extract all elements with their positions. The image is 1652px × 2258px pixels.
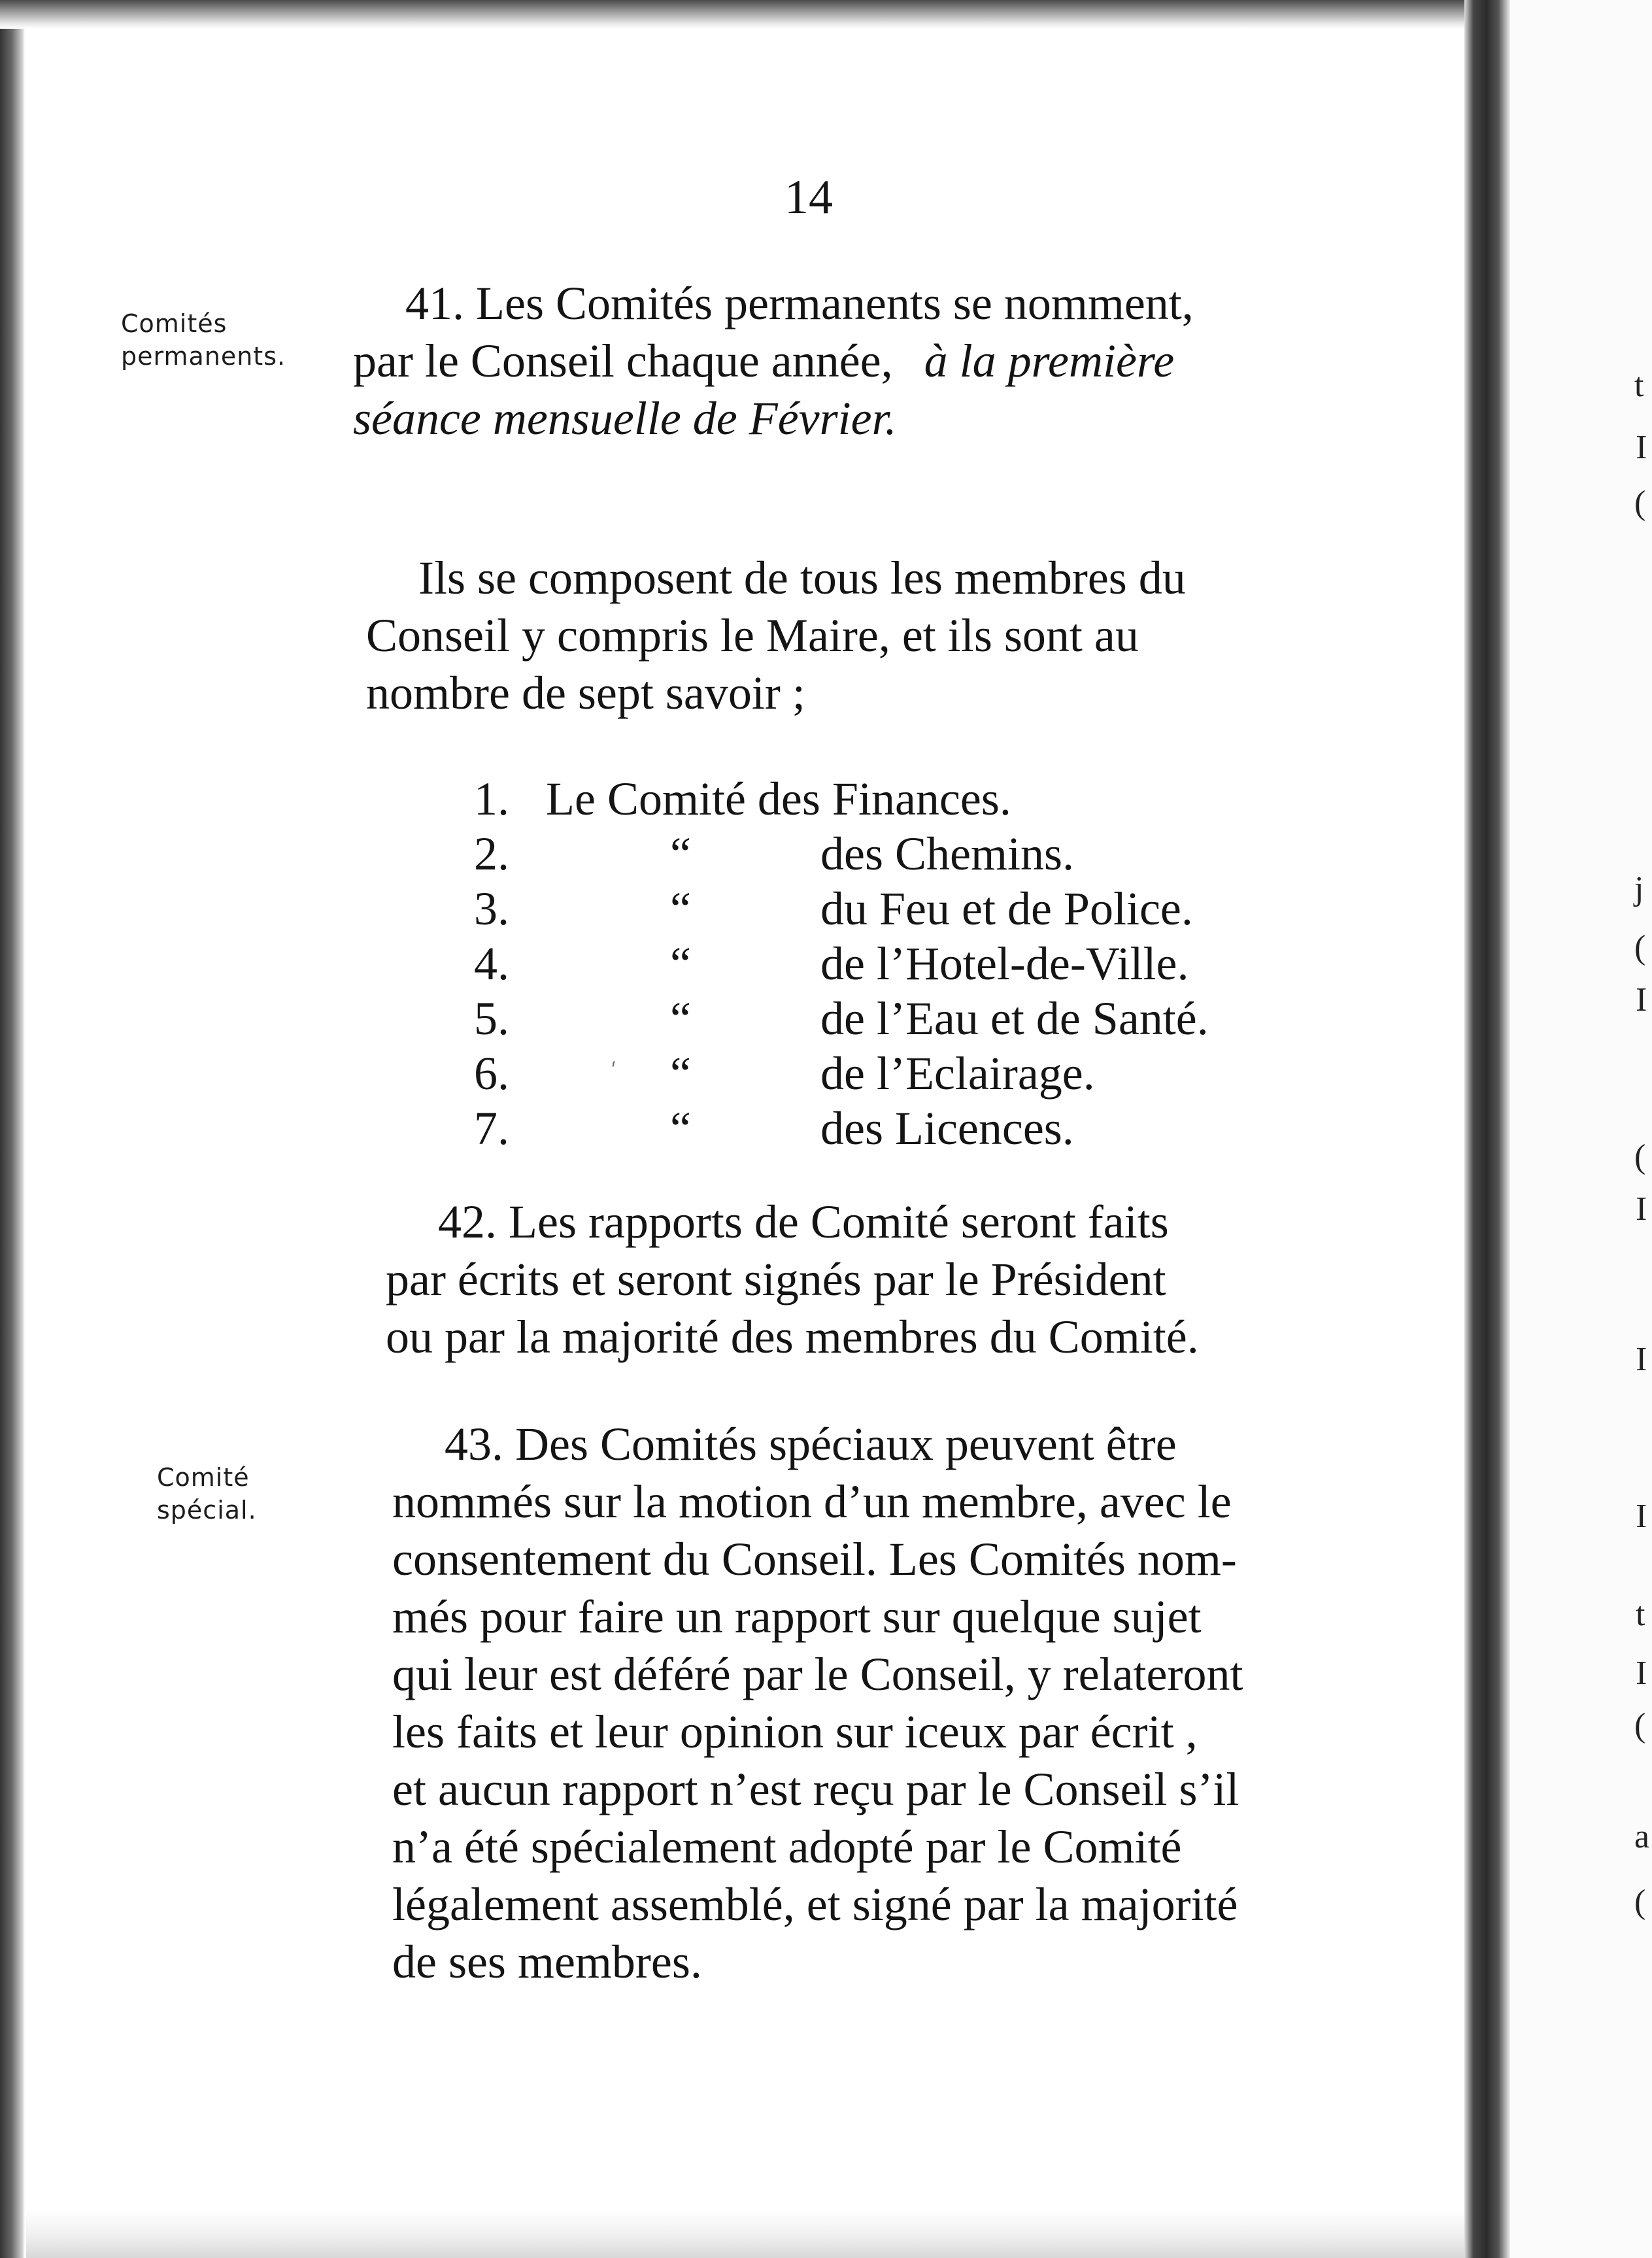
facing-page-fragment: I (1636, 1498, 1647, 1535)
ditto-mark: “ (670, 992, 691, 1045)
list-item-number: 3. (474, 883, 509, 935)
article-41-italic: à la première (924, 335, 1175, 387)
ink-speck: ˊ (605, 1058, 630, 1087)
list-item-name: des Licences. (820, 1102, 1074, 1154)
facing-page-fragment: I (1636, 1655, 1647, 1692)
article-43-line: més pour faire un rapport sur quelque sujet (392, 1591, 1202, 1643)
ditto-mark: “ (670, 1047, 691, 1100)
list-item-name: des Chemins. (820, 828, 1074, 880)
facing-page-fragment: t (1636, 1596, 1645, 1633)
facing-page-fragment: j (1634, 870, 1644, 907)
article-43-line: 43. Des Comités spéciaux peuvent être (445, 1418, 1177, 1470)
page-bottom-shadow (26, 2210, 1464, 2258)
facing-page-fragment: I (1636, 429, 1647, 466)
article-41 (353, 275, 1334, 447)
composition-line: nombre de sept savoir ; (366, 667, 805, 719)
article-42-line: par écrits et seront signés par le Président (386, 1253, 1166, 1306)
article-42-line: ou par la majorité des membres du Comité. (386, 1311, 1199, 1363)
ditto-mark: “ (670, 937, 691, 990)
article-42 (386, 1193, 1366, 1366)
article-43-line: et aucun rapport n’est reçu par le Conseil s’il (392, 1763, 1239, 1815)
article-43-line: n’a été spécialement adopté par le Comité (392, 1821, 1182, 1873)
facing-page-fragment: ( (1634, 1707, 1646, 1744)
composition-line: Conseil y compris le Maire, et ils sont au (366, 609, 1139, 662)
composition-paragraph (366, 549, 1347, 722)
margin-note-line: Comité (157, 1463, 250, 1492)
facing-page (1510, 0, 1652, 2258)
article-43-line: qui leur est déféré par le Conseil, y relateront (392, 1648, 1243, 1700)
margin-note-permanent (121, 307, 286, 373)
article-43 (392, 1415, 1373, 1991)
book-gutter (1464, 0, 1510, 2258)
list-item-name: de l’Eclairage. (820, 1047, 1095, 1100)
list-item-number: 7. (474, 1102, 509, 1154)
page-number: 14 (784, 171, 833, 224)
article-43-line: consentement du Conseil. Les Comités nom- (392, 1533, 1237, 1585)
list-item-number: 1. (474, 773, 509, 825)
margin-note-special (157, 1461, 257, 1526)
article-41-line: 41. Les Comités permanents se nomment, (405, 277, 1194, 329)
article-43-line: les faits et leur opinion sur iceux par écrit , (392, 1706, 1198, 1758)
margin-note-line: permanents. (121, 342, 286, 371)
ditto-mark: “ (670, 828, 691, 880)
facing-page-fragment: t (1634, 367, 1644, 404)
list-item-name: de l’Eau et de Santé. (820, 992, 1209, 1045)
article-41-line (353, 332, 1334, 390)
article-43-line: nommés sur la motion d’un membre, avec le (392, 1475, 1232, 1528)
facing-page-fragment: ( (1634, 484, 1646, 522)
list-item-number: 2. (474, 828, 509, 880)
facing-page-fragment: ( (1634, 1138, 1646, 1175)
article-43-line: de ses membres. (392, 1936, 702, 1988)
facing-page-fragment: a (1634, 1818, 1650, 1855)
article-42-line: 42. Les rapports de Comité seront faits (438, 1196, 1169, 1248)
ditto-mark: “ (670, 1102, 691, 1154)
list-item-number: 4. (474, 937, 509, 990)
scan-left-edge (0, 0, 25, 2258)
article-41-text: par le Conseil chaque année, (353, 335, 893, 387)
article-43-line: légalement assemblé, et signé par la majorité (392, 1878, 1238, 1930)
composition-line: Ils se composent de tous les membres du (418, 552, 1186, 604)
list-item-name: de l’Hotel-de-Ville. (820, 937, 1189, 990)
list-item-number: 6. (474, 1047, 509, 1100)
list-item-name: du Feu et de Police. (820, 883, 1193, 935)
list-item-number: 5. (474, 992, 509, 1045)
scan-top-edge (0, 0, 1471, 29)
article-41-italic-line: séance mensuelle de Février. (353, 392, 897, 445)
facing-page-fragment: I (1636, 981, 1647, 1019)
facing-page-fragment: ( (1634, 929, 1646, 966)
facing-page-fragment: ( (1634, 1883, 1646, 1921)
margin-note-line: Comités (121, 309, 228, 338)
list-item-name: Le Comité des Finances. (546, 773, 1011, 825)
facing-page-fragment: I (1636, 1341, 1647, 1378)
margin-note-line: spécial. (157, 1496, 257, 1525)
ditto-mark: “ (670, 883, 691, 935)
facing-page-fragment: I (1636, 1190, 1647, 1228)
